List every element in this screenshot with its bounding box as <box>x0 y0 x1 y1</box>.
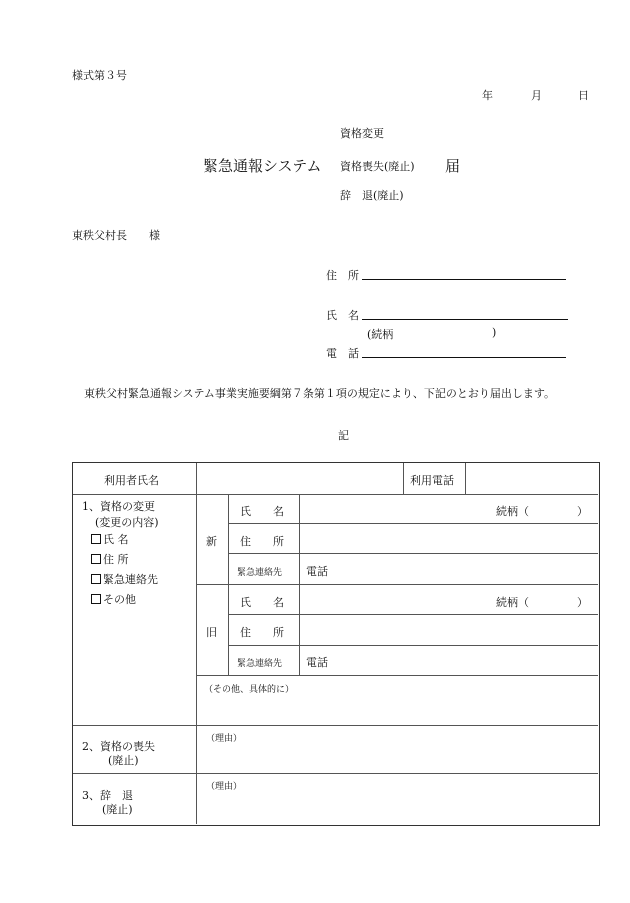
old-relation-label: 続柄（ <box>496 596 529 609</box>
title-option-change: 資格変更 <box>340 127 384 140</box>
old-address-label: 住 所 <box>240 626 284 639</box>
new-relation-label: 続柄（ <box>496 505 529 518</box>
applicant-name-label: 氏 名 <box>326 309 359 322</box>
new-phone-label: 電話 <box>306 565 328 578</box>
old-phone-label: 電話 <box>306 656 328 669</box>
user-name-field[interactable] <box>198 464 402 493</box>
applicant-name-field[interactable] <box>362 319 568 320</box>
new-contact-label: 緊急連絡先 <box>237 568 283 578</box>
user-name-label: 利用者氏名 <box>104 474 159 487</box>
date-year-label: 年 <box>482 89 493 102</box>
user-phone-label: 利用電話 <box>410 474 454 487</box>
form-number: 様式第３号 <box>72 69 127 82</box>
option-address[interactable]: 住 所 <box>91 551 129 567</box>
applicant-address-label: 住 所 <box>326 269 359 282</box>
new-relation-close: ） <box>577 505 588 518</box>
ki-label: 記 <box>338 429 349 442</box>
checkbox-icon <box>91 594 101 604</box>
applicant-relation-label: (続柄 <box>367 328 394 341</box>
sec3-title: 3、辞 退 <box>82 789 133 802</box>
sec3-sub: (廃止) <box>102 803 133 816</box>
title-option-decline: 辞 退(廃止) <box>340 189 404 202</box>
option-emergency-contact[interactable]: 緊急連絡先 <box>91 571 158 587</box>
applicant-address-field[interactable] <box>362 279 566 280</box>
checkbox-icon <box>91 534 101 544</box>
checkbox-icon <box>91 574 101 584</box>
new-label: 新 <box>206 535 217 548</box>
option-other[interactable]: その他 <box>91 591 136 607</box>
checkbox-icon <box>91 554 101 564</box>
old-relation-close: ） <box>577 596 588 609</box>
sec3-reason-label: （理由） <box>206 782 243 792</box>
sec1-subtitle: (変更の内容) <box>95 516 159 529</box>
title-main: 緊急通報システム <box>203 157 322 175</box>
old-label: 旧 <box>206 626 217 639</box>
new-name-label: 氏 名 <box>240 505 284 518</box>
title-option-loss: 資格喪失(廃止) <box>340 160 415 173</box>
old-contact-label: 緊急連絡先 <box>237 659 283 669</box>
sec2-title: 2、資格の喪失 <box>82 740 155 753</box>
sec1-title: 1、資格の変更 <box>82 500 155 513</box>
addressee: 東秩父村長 様 <box>72 229 160 242</box>
old-name-label: 氏 名 <box>240 596 284 609</box>
new-address-label: 住 所 <box>240 535 284 548</box>
applicant-phone-label: 電 話 <box>326 347 359 360</box>
other-note-label: （その他、具体的に） <box>204 685 295 695</box>
date-day-label: 日 <box>578 89 589 102</box>
applicant-phone-field[interactable] <box>362 357 566 358</box>
option-name[interactable]: 氏 名 <box>91 531 129 547</box>
title-suffix: 届 <box>445 157 461 175</box>
statement: 東秩父村緊急通報システム事業実施要綱第７条第１項の規定により、下記のとおり届出します。 <box>84 387 556 400</box>
sec2-reason-label: （理由） <box>206 734 243 744</box>
applicant-relation-close: ) <box>492 326 497 339</box>
user-phone-field[interactable] <box>467 464 597 493</box>
sec2-sub: (廃止) <box>108 754 139 767</box>
date-month-label: 月 <box>531 89 542 102</box>
